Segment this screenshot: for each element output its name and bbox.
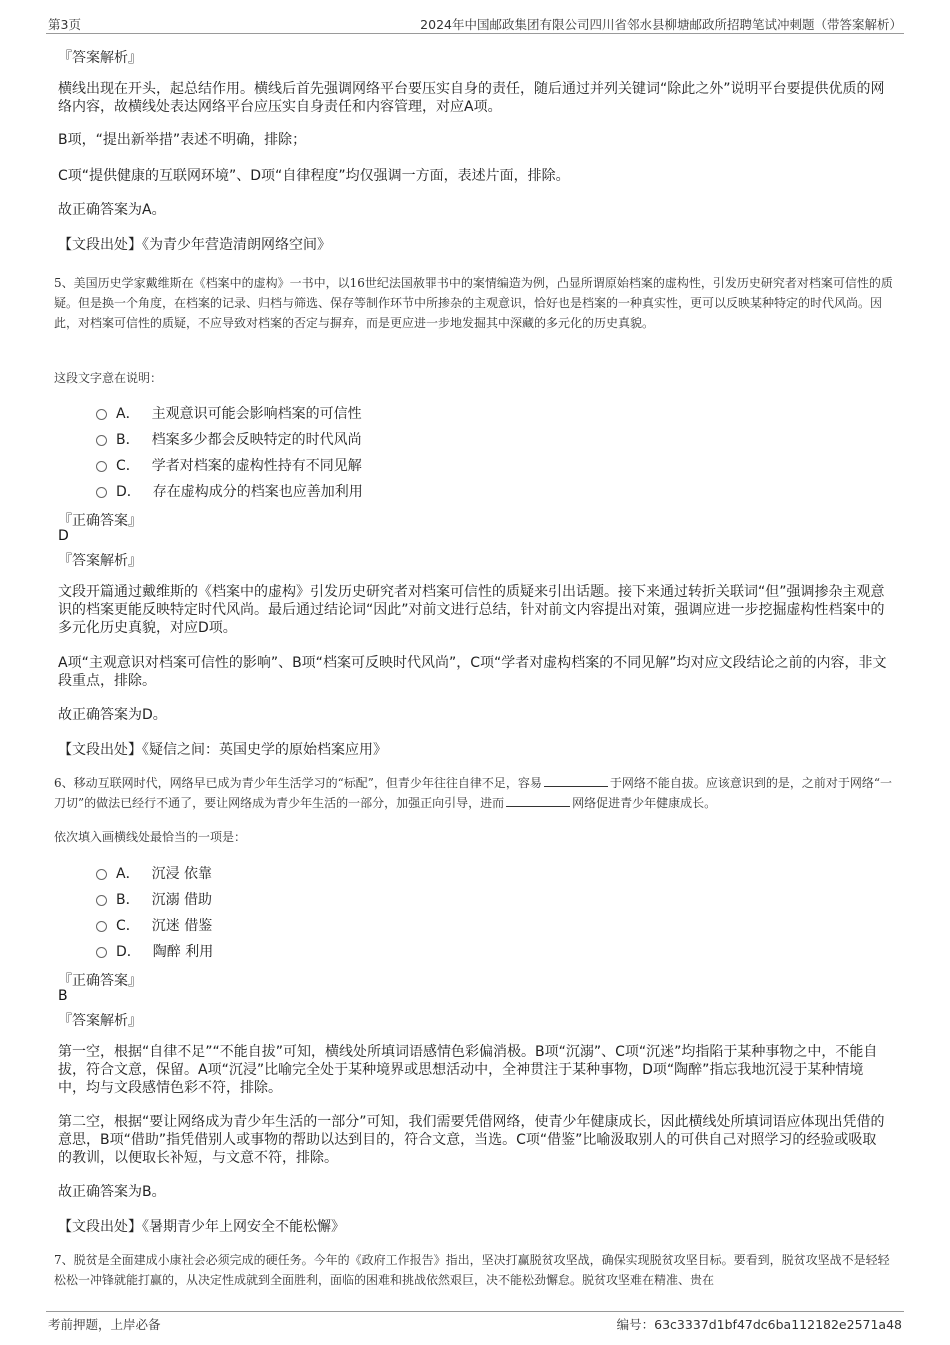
page-footer [46, 1311, 904, 1334]
analysis-paragraph: 第二空，根据“要让网络成为青少年生活的一部分”可知，我们需要凭借网络，使青少年健康成长，因此横线处所填词语应体现出凭借的意思，B项“借助”指凭借别人或事物的帮助以达到目的，符合文意，当选。C项“借鉴”比喻汲取别人的可供自己对照学习的经验或吸取的教训，以便取长补短，与文意不符，排除。 [58, 1114, 885, 1166]
option-text: 沉迷 借鉴 [151, 918, 213, 934]
analysis-conclusion: 故正确答案为D。 [58, 707, 167, 723]
question-text: 6、移动互联网时代，网络早已成为青少年生活学习的“标配”，但青少年往往自律不足，容易 于网络不能自拔。应该意识到的是，之前对于网络“一刀切”的做法已经行不通了，要让网络成为青少年生活的一部分，加强正向引导，进而 网络促进青少年健康成长。 [54, 776, 893, 810]
source-citation: 【文段出处】《疑信之间：英国史学的原始档案应用》 [58, 742, 387, 758]
radio-button[interactable] [96, 435, 107, 446]
document-title: 2024年中国邮政集团有限公司四川省邻水县柳塘邮政所招聘笔试冲刺题（带答案解析） [420, 17, 902, 32]
radio-button[interactable] [96, 461, 107, 472]
question-text: 7、脱贫是全面建成小康社会必须完成的硬任务。今年的《政府工作报告》指出，坚决打赢脱贫攻坚战，确保实现脱贫攻坚目标。要看到，脱贫攻坚战不是轻轻松松一冲锋就能打赢的，从决定性成就到全面胜利，面临的困难和挑战依然艰巨，决不能松劲懈怠。脱贫攻坚难在精准、贵在 [54, 1253, 890, 1287]
page-header [46, 14, 904, 34]
option-text: 学者对档案的虚构性持有不同见解 [151, 458, 362, 474]
option-b[interactable] [96, 429, 362, 449]
analysis-paragraph: B项，“提出新举措”表述不明确，排除； [58, 132, 307, 148]
correct-answer-label: 『正确答案』 [58, 973, 142, 989]
analysis-paragraph: 文段开篇通过戴维斯的《档案中的虚构》引发历史研究者对档案可信性的质疑来引出话题。接下来通过转折关联词“但”强调掺杂主观意识的档案更能反映特定时代风尚。最后通过结论词“因此”对前文进行总结，针对前文内容提出对策，强调应进一步挖掘虚构性档案中的多元化历史真貌，对应D项。 [58, 584, 885, 636]
option-text: 档案多少都会反映特定的时代风尚 [151, 432, 362, 448]
correct-answer: B [58, 988, 68, 1004]
correct-answer-label: 『正确答案』 [58, 513, 142, 529]
radio-button[interactable] [96, 869, 107, 880]
option-d[interactable] [96, 941, 213, 961]
source-citation: 【文段出处】《暑期青少年上网安全不能松懈》 [58, 1219, 345, 1235]
analysis-label: 『答案解析』 [58, 553, 142, 569]
radio-button[interactable] [96, 895, 107, 906]
analysis-conclusion: 故正确答案为B。 [58, 1184, 166, 1200]
option-c[interactable] [96, 915, 212, 935]
option-text: 沉浸 依靠 [151, 866, 213, 882]
option-letter: C． [116, 918, 140, 934]
option-a[interactable] [96, 863, 212, 883]
analysis-paragraph: C项“提供健康的互联网环境”、D项“自律程度”均仅强调一方面，表述片面，排除。 [58, 168, 570, 184]
option-a[interactable] [96, 403, 362, 423]
radio-button[interactable] [96, 487, 107, 498]
correct-answer: D [58, 528, 69, 544]
analysis-paragraph: A项“主观意识对档案可信性的影响”、B项“档案可反映时代风尚”，C项“学者对虚构档案的不同见解”均对应文段结论之前的内容，非文段重点，排除。 [58, 655, 887, 689]
document-id: 编号：63c3337d1bf47dc6ba112182e2571a48 [616, 1317, 902, 1332]
option-text: 沉溺 借助 [151, 892, 213, 908]
page-number: 第3页 [48, 17, 81, 32]
option-text: 陶醉 利用 [152, 944, 214, 960]
option-letter: B． [116, 892, 140, 908]
fill-blank [544, 774, 608, 787]
option-text: 主观意识可能会影响档案的可信性 [151, 406, 362, 422]
radio-button[interactable] [96, 921, 107, 932]
radio-button[interactable] [96, 409, 107, 420]
option-b[interactable] [96, 889, 212, 909]
option-letter: A． [116, 406, 140, 422]
option-d[interactable] [96, 481, 363, 501]
question-prompt: 依次填入画横线处最恰当的一项是： [54, 830, 247, 844]
analysis-conclusion: 故正确答案为A。 [58, 202, 166, 218]
option-letter: B． [116, 432, 140, 448]
footer-slogan: 考前押题，上岸必备 [48, 1317, 161, 1332]
question-text: 5、美国历史学家戴维斯在《档案中的虚构》一书中，以16世纪法国赦罪书中的案情编造为例，凸显所谓原始档案的虚构性，引发历史研究者对档案可信性的质疑。但是换一个角度，在档案的记录、归档与筛选、保存等制作环节中所掺杂的主观意识，恰好也是档案的一种真实性，更可以反映某种特定的时代风尚。因此，对档案可信性的质疑，不应导致对档案的否定与摒弃，而是更应进一步地发掘其中深藏的多元化的历史真貌。 [54, 276, 893, 330]
analysis-label: 『答案解析』 [58, 50, 142, 66]
analysis-paragraph: 横线出现在开头，起总结作用。横线后首先强调网络平台要压实自身的责任，随后通过并列关键词“除此之外”说明平台要提供优质的网络内容，故横线处表达网络平台应压实自身责任和内容管理，对应A项。 [58, 81, 885, 115]
radio-button[interactable] [96, 947, 107, 958]
option-letter: D． [116, 484, 141, 500]
option-letter: D． [116, 944, 141, 960]
option-c[interactable] [96, 455, 362, 475]
question-prompt: 这段文字意在说明： [54, 371, 163, 385]
analysis-paragraph: 第一空，根据“自律不足”“不能自拔”可知，横线处所填词语感情色彩偏消极。B项“沉溺”、C项“沉迷”均指陷于某种事物之中，不能自拔，符合文意，保留。A项“沉浸”比喻完全处于某种境界或思想活动中，全神贯注于某种事物，D项“陶醉”指忘我地沉浸于某种情境中，均与文段感情色彩不符，排除。 [58, 1044, 878, 1096]
source-citation: 【文段出处】《为青少年营造清朗网络空间》 [58, 237, 331, 253]
option-letter: C． [116, 458, 140, 474]
fill-blank [506, 794, 570, 807]
option-letter: A． [116, 866, 140, 882]
option-text: 存在虚构成分的档案也应善加利用 [152, 484, 363, 500]
analysis-label: 『答案解析』 [58, 1013, 142, 1029]
